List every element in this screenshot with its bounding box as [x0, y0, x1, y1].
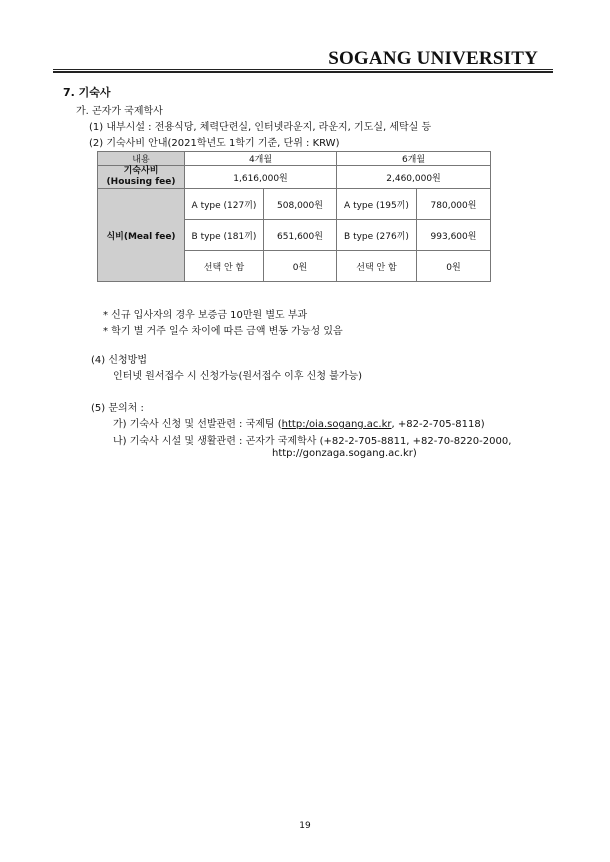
- meal-type-6m: B type (276끼): [337, 220, 417, 251]
- facilities-item: (1) 내부시설 : 전용식당, 체력단련실, 인터넷라운지, 라운지, 기도실, 세탁실 등: [89, 122, 432, 133]
- housing-fee-label-ko: 기숙사비: [123, 166, 159, 176]
- housing-fee-label: [98, 166, 185, 189]
- housing-fee-6m: 2,460,000원: [337, 166, 491, 189]
- meal-fee-label: 식비(Meal fee): [98, 189, 185, 282]
- oia-link[interactable]: http:/oia.sogang.ac.kr: [281, 419, 392, 430]
- fee-guide-item: (2) 기숙사비 안내(2021학년도 1학기 기준, 단위 : KRW): [89, 138, 340, 149]
- housing-fee-row: [98, 166, 491, 189]
- contact-line-application: [113, 415, 485, 430]
- meal-type-6m: 선택 안 함: [337, 251, 417, 282]
- subsection-title: 가. 곤자가 국제학사: [76, 106, 163, 117]
- page-number: 19: [299, 821, 311, 831]
- university-logo: SOGANG UNIVERSITY: [328, 48, 538, 69]
- meal-type-4m: A type (127끼): [185, 189, 264, 220]
- header-rule-thick: [53, 71, 553, 73]
- meal-type-4m: 선택 안 함: [185, 251, 264, 282]
- meal-type-4m: B type (181끼): [185, 220, 264, 251]
- table-row: [98, 189, 491, 220]
- meal-price-4m: 0원: [264, 251, 337, 282]
- contact-prefix: 가) 기숙사 신청 및 선발관련 : 국제팀 (: [113, 419, 282, 430]
- contact-line-facilities: 나) 기숙사 시설 및 생활관련 : 곤자가 국제학사 (+82-2-705-8811, +82-70-8220-2000,: [113, 436, 512, 447]
- variation-note: * 학기 별 거주 일수 차이에 따른 금액 변동 가능성 있음: [103, 326, 343, 337]
- housing-fee-4m: 1,616,000원: [185, 166, 337, 189]
- header-rule-thin: [53, 69, 553, 70]
- meal-type-6m: A type (195끼): [337, 189, 417, 220]
- contact-title: (5) 문의처 :: [91, 403, 144, 414]
- meal-price-4m: 508,000원: [264, 189, 337, 220]
- header-cell-6months: 6개월: [337, 152, 491, 166]
- table-header-row: [98, 152, 491, 166]
- meal-price-4m: 651,600원: [264, 220, 337, 251]
- meal-price-6m: 780,000원: [417, 189, 491, 220]
- application-method-title: (4) 신청방법: [91, 355, 147, 366]
- meal-price-6m: 0원: [417, 251, 491, 282]
- deposit-note: * 신규 입사자의 경우 보증금 10만원 별도 부과: [103, 310, 308, 321]
- gonzaga-url: http://gonzaga.sogang.ac.kr): [272, 448, 417, 459]
- housing-fee-label-en: (Housing fee): [106, 177, 176, 187]
- fee-table: [97, 151, 491, 282]
- section-title: 7. 기숙사: [63, 86, 111, 99]
- application-method-body: 인터넷 원서접수 시 신청가능(원서접수 이후 신청 불가능): [113, 371, 363, 382]
- meal-price-6m: 993,600원: [417, 220, 491, 251]
- header-cell-4months: 4개월: [185, 152, 337, 166]
- contact-phone: , +82-2-705-8118): [391, 419, 485, 430]
- header-cell-content: 내용: [98, 152, 185, 166]
